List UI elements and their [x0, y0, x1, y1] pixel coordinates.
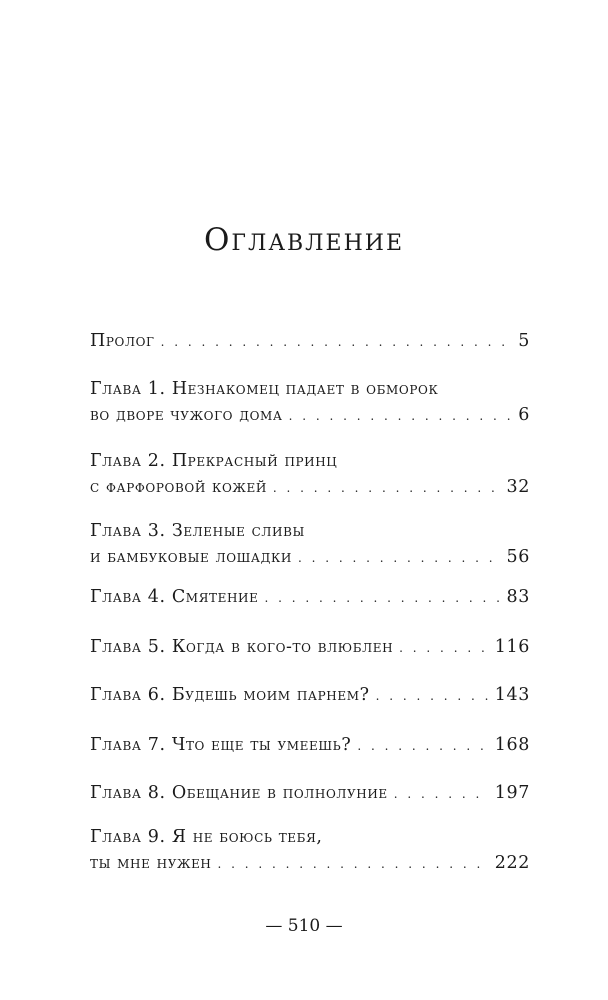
leader-dots [399, 635, 489, 661]
toc-entry-chapter-9[interactable] [90, 824, 530, 877]
toc-entry-title: Пролог [90, 331, 155, 351]
toc-page-number: 32 [506, 477, 530, 497]
toc-entry-title: Глава 4. Смятение [90, 587, 259, 607]
toc-page-number: 116 [494, 637, 530, 657]
toc-page-number: 5 [518, 331, 530, 351]
toc-entry-title-cont: ты мне нужен [90, 853, 212, 873]
toc-entry-chapter-2[interactable] [90, 448, 530, 501]
toc-page-number: 83 [506, 587, 530, 607]
toc-entry-title-cont: с фарфоровой кожей [90, 477, 267, 497]
toc-entry-chapter-1[interactable] [90, 376, 530, 429]
toc-entry-chapter-4[interactable] [90, 584, 530, 611]
leader-dots [289, 403, 513, 429]
toc-page-number: 143 [494, 685, 530, 705]
leader-dots [376, 683, 489, 709]
toc-entry-title: Глава 1. Незнакомец падает в обморок [90, 379, 439, 399]
toc-entry-chapter-8[interactable] [90, 780, 530, 807]
toc-entry-title: Глава 9. Я не боюсь тебя, [90, 827, 323, 847]
toc-page-number: 168 [494, 735, 530, 755]
toc-entry-chapter-6[interactable] [90, 682, 530, 709]
toc-page-number: 56 [506, 547, 530, 567]
toc-entry-prologue[interactable] [90, 328, 530, 355]
leader-dots [273, 475, 501, 501]
toc-entry-title: Глава 2. Прекрасный принц [90, 451, 338, 471]
toc-entry-title-cont: и бамбуковые лошадки [90, 547, 292, 567]
leader-dots [264, 585, 500, 611]
toc-page-number: 6 [518, 405, 530, 425]
toc-entry-title: Глава 6. Будешь моим парнем? [90, 685, 370, 705]
page-number-footer: — 510 — [265, 916, 343, 936]
toc-entry-chapter-3[interactable] [90, 518, 530, 571]
toc-entry-title: Глава 3. Зеленые сливы [90, 521, 305, 541]
toc-page-number: 197 [494, 783, 530, 803]
leader-dots [218, 851, 489, 877]
toc-entry-title-cont: во дворе чужого дома [90, 405, 283, 425]
toc-entry-title: Глава 7. Что еще ты умеешь? [90, 735, 352, 755]
leader-dots [298, 545, 501, 571]
toc-page-number: 222 [494, 853, 530, 873]
leader-dots [357, 733, 488, 759]
toc-entry-chapter-7[interactable] [90, 732, 530, 759]
toc-entry-chapter-5[interactable] [90, 634, 530, 661]
toc-entry-title: Глава 5. Когда в кого-то влюблен [90, 637, 394, 657]
toc-entry-title: Глава 8. Обещание в полнолуние [90, 783, 388, 803]
toc-title: Оглавление [203, 222, 405, 258]
leader-dots [161, 329, 513, 355]
leader-dots [394, 781, 489, 807]
